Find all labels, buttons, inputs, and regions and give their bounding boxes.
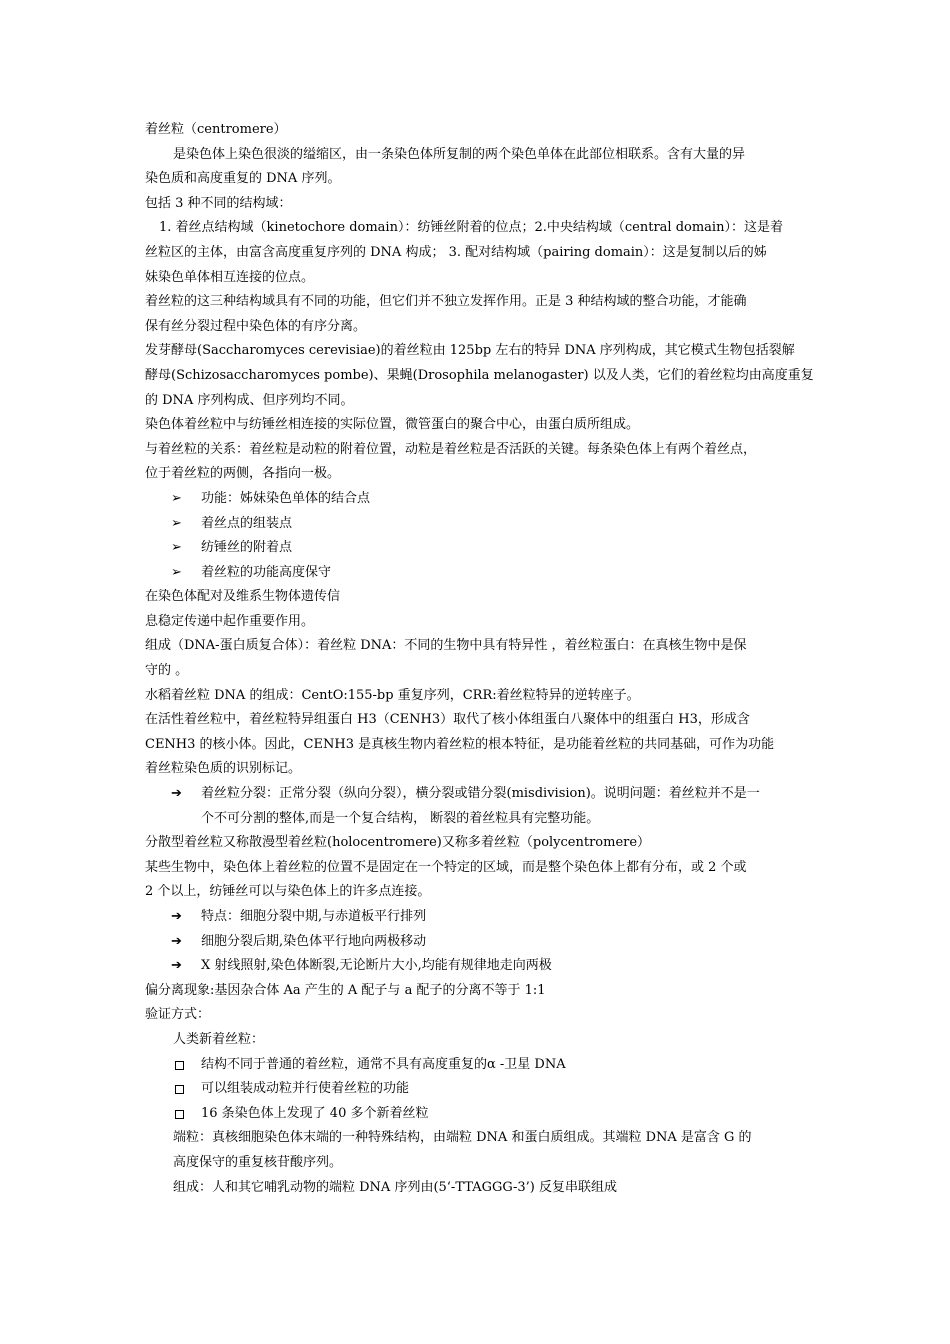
paragraph-line: 着丝粒的这三种结构域具有不同的功能，但它们并不独立发挥作用。正是 3 种结构域的整合功能，才能确 xyxy=(145,294,747,310)
paragraph-line: 妹染色单体相互连接的位点。 xyxy=(145,269,315,285)
paragraph-line: 染色体着丝粒中与纺锤丝相连接的实际位置，微管蛋白的聚合中心，由蛋白质所组成。 xyxy=(145,417,640,433)
arrow-bullet-icon: ➔ xyxy=(171,909,182,924)
list-item xyxy=(145,905,807,930)
paragraph-line: CENH3 的核小体。因此，CENH3 是真核生物内着丝粒的根本特征，是功能着丝粒的共同基础，可作为功能 xyxy=(145,736,775,752)
paragraph-line: 丝粒区的主体，由富含高度重复序列的 DNA 构成； 3. 配对结构域（pairing domain）：这是复制以后的姊 xyxy=(145,244,767,260)
triangle-bullet-icon: ➢ xyxy=(171,540,182,556)
list-item-text: 着丝粒的功能高度保守 xyxy=(201,564,332,580)
paragraph-line: 1. 着丝点结构域（kinetochore domain）：纺锤丝附着的位点；2.中央结构域（central domain）：这是着 xyxy=(159,220,783,236)
paragraph-line: 与着丝粒的关系：着丝粒是动粒的附着位置，动粒是着丝粒是否活跃的关键。每条染色体上有两个着丝点， xyxy=(145,441,757,457)
paragraph-line: 人类新着丝粒： xyxy=(173,1031,265,1047)
arrow-bullet-icon: ➔ xyxy=(171,958,182,974)
list-item xyxy=(145,1053,807,1078)
paragraph-line: 发芽酵母(Saccharomyces cerevisiae)的着丝粒由 125bp 左右的特异 DNA 序列构成，其它模式生物包括裂解 xyxy=(145,343,795,359)
list-item xyxy=(145,512,807,537)
list-item-text: 结构不同于普通的着丝粒，通常不具有高度重复的α -卫星 DNA xyxy=(201,1056,566,1072)
paragraph-line: 是染色体上染色很淡的缢缩区，由一条染色体所复制的两个染色单体在此部位相联系。含有大量的异 xyxy=(173,146,746,162)
section-title-centromere: 着丝粒（centromere） xyxy=(145,122,287,137)
list-item-continuation xyxy=(145,807,807,832)
list-item-text: 特点：细胞分裂中期,与赤道板平行排列 xyxy=(201,909,427,924)
list-item-text: X 射线照射,染色体断裂,无论断片大小,均能有规律地走向两极 xyxy=(201,958,552,974)
checkbox-square-icon xyxy=(175,1085,184,1094)
list-item-text: 可以组装成动粒并行使着丝粒的功能 xyxy=(201,1081,410,1097)
list-item xyxy=(145,782,807,807)
paragraph-line: 分散型着丝粒又称散漫型着丝粒(holocentromere)又称多着丝粒（polycentromere） xyxy=(145,835,651,851)
list-item-text: 着丝粒分裂：正常分裂（纵向分裂），横分裂或错分裂(misdivision)。说明问题：着丝粒并不是一 xyxy=(201,786,760,802)
checkbox-square-icon xyxy=(175,1061,184,1070)
list-item xyxy=(145,954,807,979)
triangle-bullet-icon: ➢ xyxy=(171,490,182,506)
paragraph-line: 的 DNA 序列构成、但序列均不同。 xyxy=(145,392,354,408)
paragraph-line: 息稳定传递中起作重要作用。 xyxy=(145,613,315,629)
list-item-text: 个不可分割的整体,而是一个复合结构， 断裂的着丝粒具有完整功能。 xyxy=(201,810,600,826)
paragraph-line: 保有丝分裂过程中染色体的有序分离。 xyxy=(145,318,367,334)
paragraph-line: 2 个以上，纺锤丝可以与染色体上的许多点连接。 xyxy=(145,884,431,900)
list-item xyxy=(145,1077,807,1102)
list-item xyxy=(145,930,807,955)
list-item xyxy=(145,1102,807,1127)
paragraph-line: 酵母(Schizosaccharomyces pombe)、果蝇(Drosophila melanogaster) 以及人类，它们的着丝粒均由高度重复 xyxy=(145,367,814,383)
list-item-text: 功能：姊妹染色单体的结合点 xyxy=(201,490,371,506)
list-item-text: 纺锤丝的附着点 xyxy=(201,540,293,556)
paragraph-line: 验证方式： xyxy=(145,1007,211,1023)
list-item xyxy=(145,487,807,512)
list-item-text: 16 条染色体上发现了 40 多个新着丝粒 xyxy=(201,1105,429,1121)
paragraph-line: 偏分离现象:基因杂合体 Aa 产生的 A 配子与 a 配子的分离不等于 1:1 xyxy=(145,982,546,998)
paragraph-line: 组成（DNA-蛋白质复合体）：着丝粒 DNA：不同的生物中具有特异性 ，着丝粒蛋白：在真核生物中是保 xyxy=(145,638,747,654)
list-item-text: 细胞分裂后期,染色体平行地向两极移动 xyxy=(201,933,427,949)
arrow-bullet-icon: ➔ xyxy=(171,786,182,802)
paragraph-line: 某些生物中，染色体上着丝粒的位置不是固定在一个特定的区域，而是整个染色体上都有分布，或 2 个或 xyxy=(145,859,747,875)
document-body xyxy=(145,118,814,1200)
paragraph-line: 染色质和高度重复的 DNA 序列。 xyxy=(145,171,341,187)
paragraph-line: 组成：人和其它哺乳动物的端粒 DNA 序列由(5‘-TTAGGG-3’) 反复串联组成 xyxy=(173,1179,617,1195)
paragraph-line: 位于着丝粒的两侧，各指向一极。 xyxy=(145,466,341,482)
paragraph-line: 水稻着丝粒 DNA 的组成：CentO:155-bp 重复序列，CRR:着丝粒特异的逆转座子。 xyxy=(145,687,640,703)
paragraph-line: 包括 3 种不同的结构域： xyxy=(145,195,292,211)
triangle-bullet-icon: ➢ xyxy=(171,564,182,580)
arrow-bullet-icon: ➔ xyxy=(171,933,182,949)
triangle-bullet-icon: ➢ xyxy=(171,515,182,531)
paragraph-line: 着丝粒染色质的识别标记。 xyxy=(145,761,302,777)
checkbox-square-icon xyxy=(175,1110,184,1119)
paragraph-line: 端粒：真核细胞染色体末端的一种特殊结构，由端粒 DNA 和蛋白质组成。其端粒 DNA 是富含 G 的 xyxy=(173,1130,752,1146)
list-item xyxy=(145,536,807,561)
list-item xyxy=(145,561,807,586)
paragraph-line: 高度保守的重复核苷酸序列。 xyxy=(173,1154,343,1170)
paragraph-line: 在染色体配对及维系生物体遗传信 xyxy=(145,589,341,605)
paragraph-line: 在活性着丝粒中，着丝粒特异组蛋白 H3（CENH3）取代了核小体组蛋白八聚体中的组蛋白 H3，形成含 xyxy=(145,712,750,728)
paragraph-line: 守的 。 xyxy=(145,663,189,679)
list-item-text: 着丝点的组装点 xyxy=(201,515,293,531)
